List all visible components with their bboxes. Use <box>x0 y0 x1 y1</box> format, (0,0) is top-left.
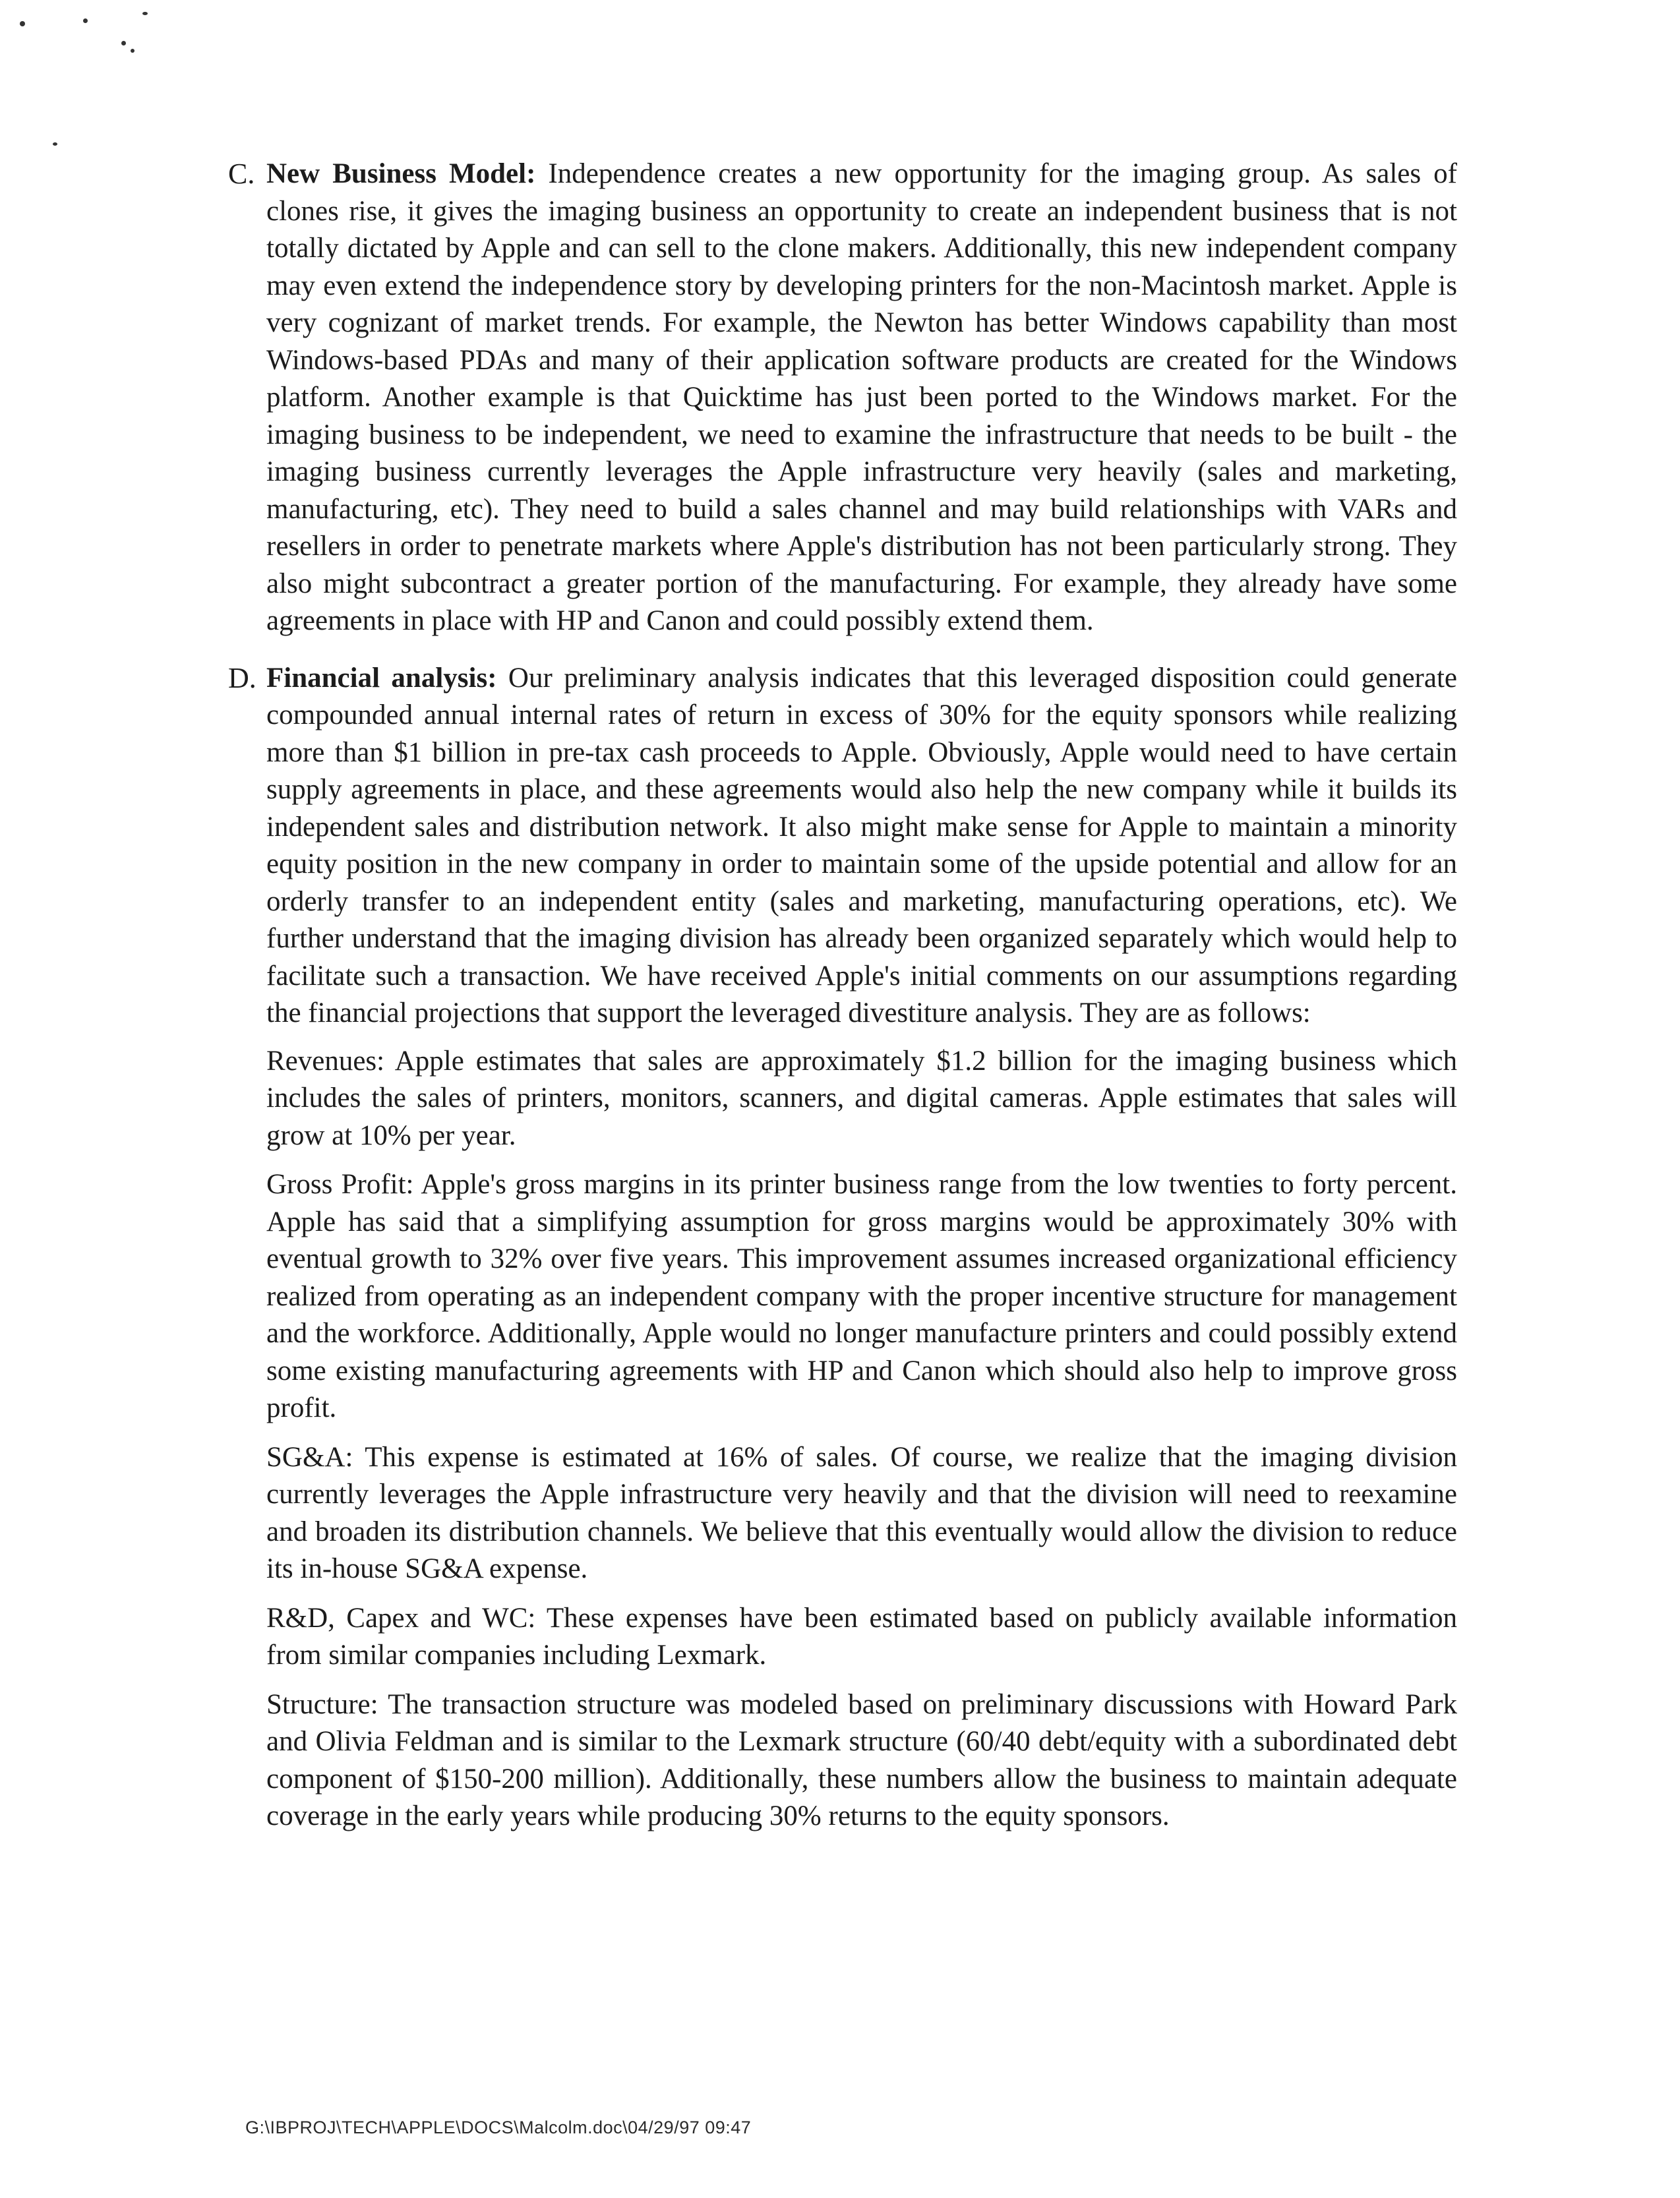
financial-assumptions <box>266 1043 1457 1835</box>
section-heading: New Business Model: <box>266 158 536 189</box>
section-paragraph <box>266 660 1457 1032</box>
assumption-revenues: Revenues: Apple estimates that sales are approximately $1.2 billion for the imaging business which includes the sales of printers, monitors, scanners, and digital cameras. Apple estimates that sales will grow at 10% per year. <box>266 1045 1457 1151</box>
scan-speck <box>53 142 57 146</box>
section-text: Our preliminary analysis indicates that this leveraged disposition could generate compounded annual internal rates of return in excess of 30% for the equity sponsors while realizing more than $1 billion in pre-tax cash proceeds to Apple. Obviously, Apple would need to have certain supply agreements in place, and these agreements would also help the new company while it builds its independent sales and distribution network. It also might make sense for Apple to maintain a minority equity position in the new company in order to maintain some of the upside potential and allow for an orderly transfer to an independent entity (sales and marketing, manufacturing operations, etc). We further understand that the imaging division has already been organized separately which would help to facilitate such a transaction. We have received Apple's initial comments on our assumptions regarding the financial projections that support the leveraged divestiture analysis. They are as follows: <box>266 662 1457 1028</box>
section-paragraph <box>266 156 1457 640</box>
assumption-structure: Structure: The transaction structure was modeled based on preliminary discussions with Howard Park and Olivia Feldman and is similar to the Lexmark structure (60/40 debt/equity with a subordinated debt component of $150-200 million). Additionally, these numbers allow the business to maintain adequate coverage in the early years while producing 30% returns to the equity sponsors. <box>266 1688 1457 1831</box>
scan-speck <box>20 21 25 26</box>
assumption-rd-capex-wc: R&D, Capex and WC: These expenses have been estimated based on publicly available information from similar companies including Lexmark. <box>266 1602 1457 1671</box>
scan-speck <box>83 18 88 23</box>
section-text: Independence creates a new opportunity for the imaging group. As sales of clones rise, it gives the imaging business an opportunity to create an independent business that is not totally dictated by Apple and can sell to the clone makers. Additionally, this new independent company may even extend the independence story by developing printers for the non-Macintosh market. Apple is very cognizant of market trends. For example, the Newton has better Windows capability than most Windows-based PDAs and many of their application software products are created for the Windows platform. Another example is that Quicktime has just been ported to the Windows market. For the imaging business to be independent, we need to examine the infrastructure that needs to be built - the imaging business currently leverages the Apple infrastructure very heavily (sales and marketing, manufacturing, etc). They need to build a sales channel and may build relationships with VARs and resellers in order to penetrate markets where Apple's distribution has not been particularly strong. They also might subcontract a greater portion of the manufacturing. For example, they already have some agreements in place with HP and Canon and could possibly extend them. <box>266 158 1457 636</box>
document-footer-path: G:\IBPROJ\TECH\APPLE\DOCS\Malcolm.doc\04/29/97 09:47 <box>245 2118 752 2137</box>
scan-speck <box>121 41 126 45</box>
section-financial-analysis <box>228 660 1457 1032</box>
assumption-sga: SG&A: This expense is estimated at 16% of sales. Of course, we realize that the imaging division currently leverages the Apple infrastructure very heavily and that the division will need to reexamine and broaden its distribution channels. We believe that this eventually would allow the division to reduce its in-house SG&A expense. <box>266 1441 1457 1584</box>
assumption-gross-profit: Gross Profit: Apple's gross margins in its printer business range from the low twenties to forty percent. Apple has said that a simplifying assumption for gross margins would be approximately 30% with eventual growth to 32% over five years. This improvement assumes increased organizational efficiency realized from operating as an independent company with the proper incentive structure for management and the workforce. Additionally, Apple would no longer manufacture printers and could possibly extend some existing manufacturing agreements with HP and Canon which should also help to improve gross profit. <box>266 1169 1457 1423</box>
scan-speck <box>131 49 135 53</box>
scan-speck <box>142 12 148 15</box>
section-letter: D. <box>228 661 256 694</box>
section-heading: Financial analysis: <box>266 662 497 694</box>
section-letter: C. <box>228 158 255 190</box>
section-new-business-model <box>228 156 1457 640</box>
document-body <box>228 156 1457 1847</box>
